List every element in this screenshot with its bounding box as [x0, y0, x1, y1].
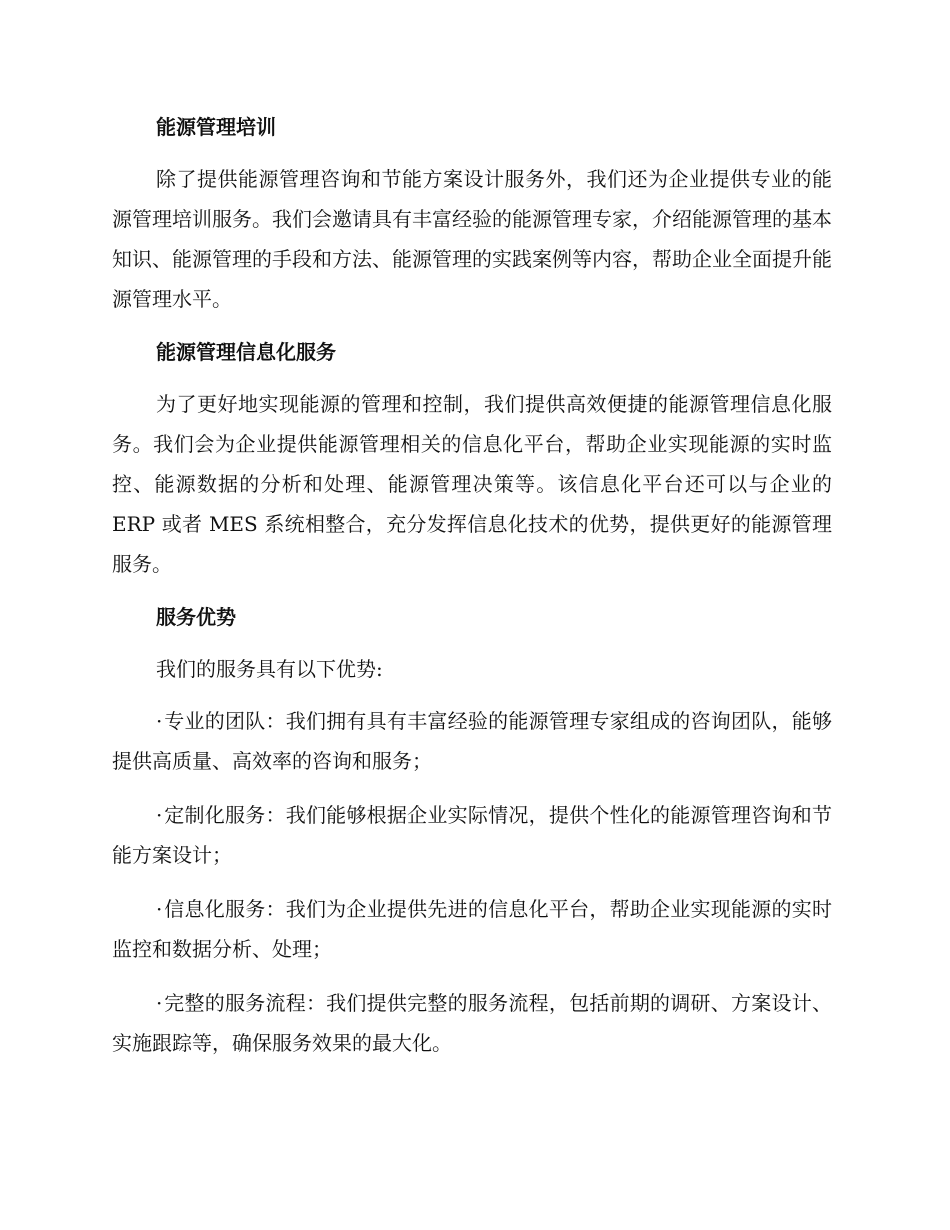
paragraph-energy-training: 除了提供能源管理咨询和节能方案设计服务外，我们还为企业提供专业的能源管理培训服务。我们会邀请具有丰富经验的能源管理专家，介绍能源管理的基本知识、能源管理的手段和方法、能源管理的实践案例等内容，帮助企业全面提升能源管理水平。 [112, 167, 832, 311]
bullet-icon: · [156, 897, 163, 921]
paragraph-advantages-intro: 我们的服务具有以下优势: [156, 657, 383, 681]
bullet-icon: · [156, 803, 163, 827]
list-item-customized-service [112, 795, 832, 875]
list-item-text: 定制化服务：我们能够根据企业实际情况，提供个性化的能源管理咨询和节能方案设计； [112, 803, 832, 867]
list-item-professional-team [112, 701, 832, 781]
list-item-text: 专业的团队：我们拥有具有丰富经验的能源管理专家组成的咨询团队，能够提供高质量、高效率的咨询和服务； [112, 709, 832, 773]
section-heading-energy-informatization: 能源管理信息化服务 [156, 340, 336, 364]
bullet-icon: · [156, 709, 163, 733]
list-item-text: 信息化服务：我们为企业提供先进的信息化平台，帮助企业实现能源的实时监控和数据分析、处理； [112, 897, 832, 961]
list-item-complete-process [112, 983, 832, 1063]
section-heading-service-advantages: 服务优势 [156, 605, 236, 629]
bullet-icon: · [156, 991, 163, 1015]
document-page [112, 108, 832, 1077]
list-item-text: 完整的服务流程：我们提供完整的服务流程，包括前期的调研、方案设计、实施跟踪等，确保服务效果的最大化。 [112, 991, 832, 1055]
paragraph-energy-informatization: 为了更好地实现能源的管理和控制，我们提供高效便捷的能源管理信息化服务。我们会为企业提供能源管理相关的信息化平台，帮助企业实现能源的实时监控、能源数据的分析和处理、能源管理决策等。该信息化平台还可以与企业的 ERP 或者 MES 系统相整合，充分发挥信息化技术的优势，提供更好的能源管理服务。 [112, 392, 832, 576]
list-item-information-service [112, 889, 832, 969]
section-heading-energy-training: 能源管理培训 [156, 115, 276, 139]
